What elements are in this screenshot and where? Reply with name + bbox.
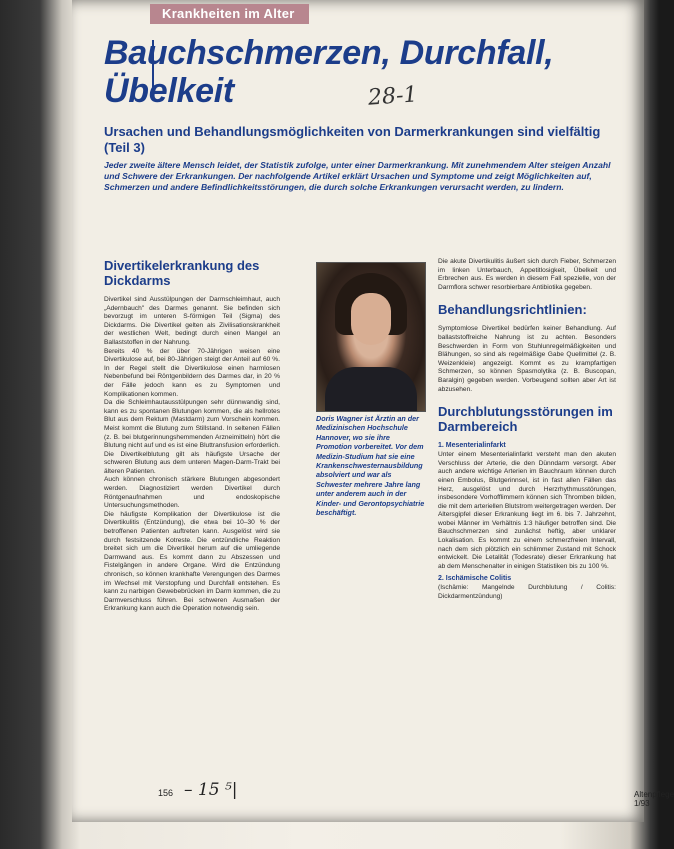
paragraph: Die häufigste Komplikation der Divertikulose ist die Divertikulitis (Entzündung), die etwa bei 10–30 % der betroffenen Patienten auftreten kann. Ausgelöst wird sie durch festsitzende Kotreste. Die entzündliche Reaktion breitet sich um die Divertikel herum auf die umliegende Darmwand aus. Es kommt dann zu Abszessen und Fistelgängen in andere Organe. Wird die Entzündung chronisch, so können krankhafte Verengungen des Darmes im Wechsel mit Verstopfung und Durchfall entstehen. Es kann zu narbigen Gewebebrücken im Darm kommen, die zu Darmverschluss führen. Bei schweren Ausmaßen der Erkrankung kann auch die Operation notwendig sein. <box>104 510 280 613</box>
column-left <box>104 258 280 614</box>
title-line-1: Bauchschmerzen, Durchfall, <box>104 34 554 72</box>
paragraph: Symptomlose Divertikel bedürfen keiner Behandlung. Auf ballaststoffreiche Nahrung ist zu achten. Besonders Beschwerden in Form von Stuhlunregelmäßigkeiten und Blähungen, so sind als regelmäßige Gabe Quellmittel (z. B. Weizenkleie) angezeigt. Kommt es zu krampfartigen Schmerzen, so können Spasmolytika (z. B. Buscopan, Baralgin) gegeben werden. Vorbeugend sollten aber Art ist abzusehen. <box>438 325 616 393</box>
subheading-colitis: 2. Ischämische Colitis <box>438 575 512 583</box>
heading-behandlung: Behandlungsrichtlinien: <box>438 302 587 318</box>
author-photo <box>316 262 426 412</box>
magazine-page <box>72 0 674 822</box>
paragraph: Die akute Divertikulitis äußert sich durch Fieber, Schmerzen im linken Unterbauch, Appetitlosigkeit, Übelkeit und Erbrechen aus. Es werden in diesem Fall spezielle, von der Darmflora schwer resorbierbare Antibiotika gegeben. <box>438 258 616 291</box>
section-tag: Krankheiten im Alter <box>150 4 309 24</box>
title-line-2: Übelkeit <box>104 72 234 110</box>
paragraph: (Ischämie: Mangelnde Durchblutung / Colitis: Dickdarmentzündung) <box>438 584 616 601</box>
subtitle: Ursachen und Behandlungsmöglichkeiten von Darmerkrankungen sind vielfältig (Teil 3) <box>104 124 601 155</box>
subheading-mesenterialinfarkt: 1. Mesenterialinfarkt <box>438 442 506 450</box>
paragraph: Auch können chronisch stärkere Blutungen abgesondert werden. Diagnostiziert werden Divertikel durch Röntgenaufnahmen und endoskopische Untersuchungsmethoden. <box>104 476 280 510</box>
handwritten-note: 28-1 <box>367 82 419 111</box>
paragraph: Da die Schleimhautausstülpungen sehr dünnwandig sind, kann es zu spontanen Blutungen kommen, die als hellrotes Blut aus dem Rektum (Mastdarm) zum Vorschein kommen. Meist kommt die Blutung zum Stillstand. In seltenen Fällen (z. B. bei blutgerinnungshemmenden Arzneimitteln) hört die Blutung nicht auf und es ist eine Bluttransfusion erforderlich. Die Divertikelblutung gilt als häufigste Ursache der schweren Blutung aus dem unteren Magen-Darm-Trakt bei älteren Patienten. <box>104 399 280 475</box>
paragraph: Divertikel sind Ausstülpungen der Darmschleimhaut, auch „Adernbauch" des Darmes genannt. Sie befinden sich bevorzugt im unteren S-förmigen Teil (Sigma) des Dickdarms. Die Divertikel gelten als Zivilisationskrankheit der westlichen Welt, bedingt durch einen Mangel an Ballaststoffen in der Nahrung. <box>104 296 280 346</box>
photo-shirt <box>325 367 417 411</box>
paragraph: Bereits 40 % der über 70-Jährigen weisen eine Divertikulose auf, bei 80-Jährigen steigt der Anteil auf 60 %. In der Regel stellt die Divertikulose einen harmlosen Nebenbefund bei Röntgenbildern des Darmes dar, in 20 % der Fälle jedoch kann es zu Symptomen und Komplikationen kommen. <box>104 347 280 398</box>
page-number: 156 <box>158 788 174 798</box>
heading-divertikel: Divertikelerkrankung des Dickdarms <box>104 258 260 288</box>
paragraph: Unter einem Mesenterialinfarkt versteht man den akuten Verschluss der Arterie, die den Dünndarm versorgt. Aber auch andere wichtige Arterien im Bauchraum können durch einen Embolus, Blutgerinnsel, ist in fast allen Fällen das Herz, ausgelöst und durch Herzrhythmusstörungen, insbesondere Vorhofflimmern können sich Thromben bilden, die mit dem arteriellen Blutstrom weitergetragen werden. Der Altersgipfel dieser Erkrankung liegt im 6. bis 7. Jahrzehnt, wobei Männer im Verhältnis 1:3 häufiger betroffen sind. Die Bauchschmerzen sind zunächst heftig, aber unklarer Lokalisation. Es kommt zu einem schmerzfreien Intervall, nach dem sich plötzlich ein schlimmer Zustand mit Schock entwickelt. Die Letalität (Todesrate) dieser Erkrankung hat ab dem Menschenalter in einigen Statistiken bis zu 100 %. <box>438 451 616 570</box>
intro-paragraph: Jeder zweite ältere Mensch leidet, der Statistik zufolge, unter einer Darmerkrankung. Mit zunehmendem Alter steigen Anzahl und Schwere der Erkrankungen. Der nachfolgende Artikel erklärt Ursachen und Symptome und zeigt Möglichkeiten auf, Schmerzen und andere Befindlichkeitsstörungen, die durch solche Erkrankungen verursacht werden, zu lindern. <box>104 160 611 192</box>
photo-caption: Doris Wagner ist Ärztin an der Medizinischen Hochschule Hannover, wo sie ihre Promotion vorbereitet. Vor dem Medizin-Studium hat sie eine Krankenschwesternausbildung absolviert und war als Schwester mehrere Jahre lang unter anderem auch in der Kinder- und Gerontopsychiatrie beschäftigt. <box>316 414 425 518</box>
heading-durchblutung: Durchblutungsstörungen im Darmbereich <box>438 404 613 435</box>
photo-face <box>351 293 391 345</box>
column-right <box>438 258 616 602</box>
magazine-issue: Altenpflege 1/93 <box>634 790 674 808</box>
page-title <box>104 34 624 110</box>
handwritten-page-note: – 15 ⁵| <box>184 780 238 800</box>
